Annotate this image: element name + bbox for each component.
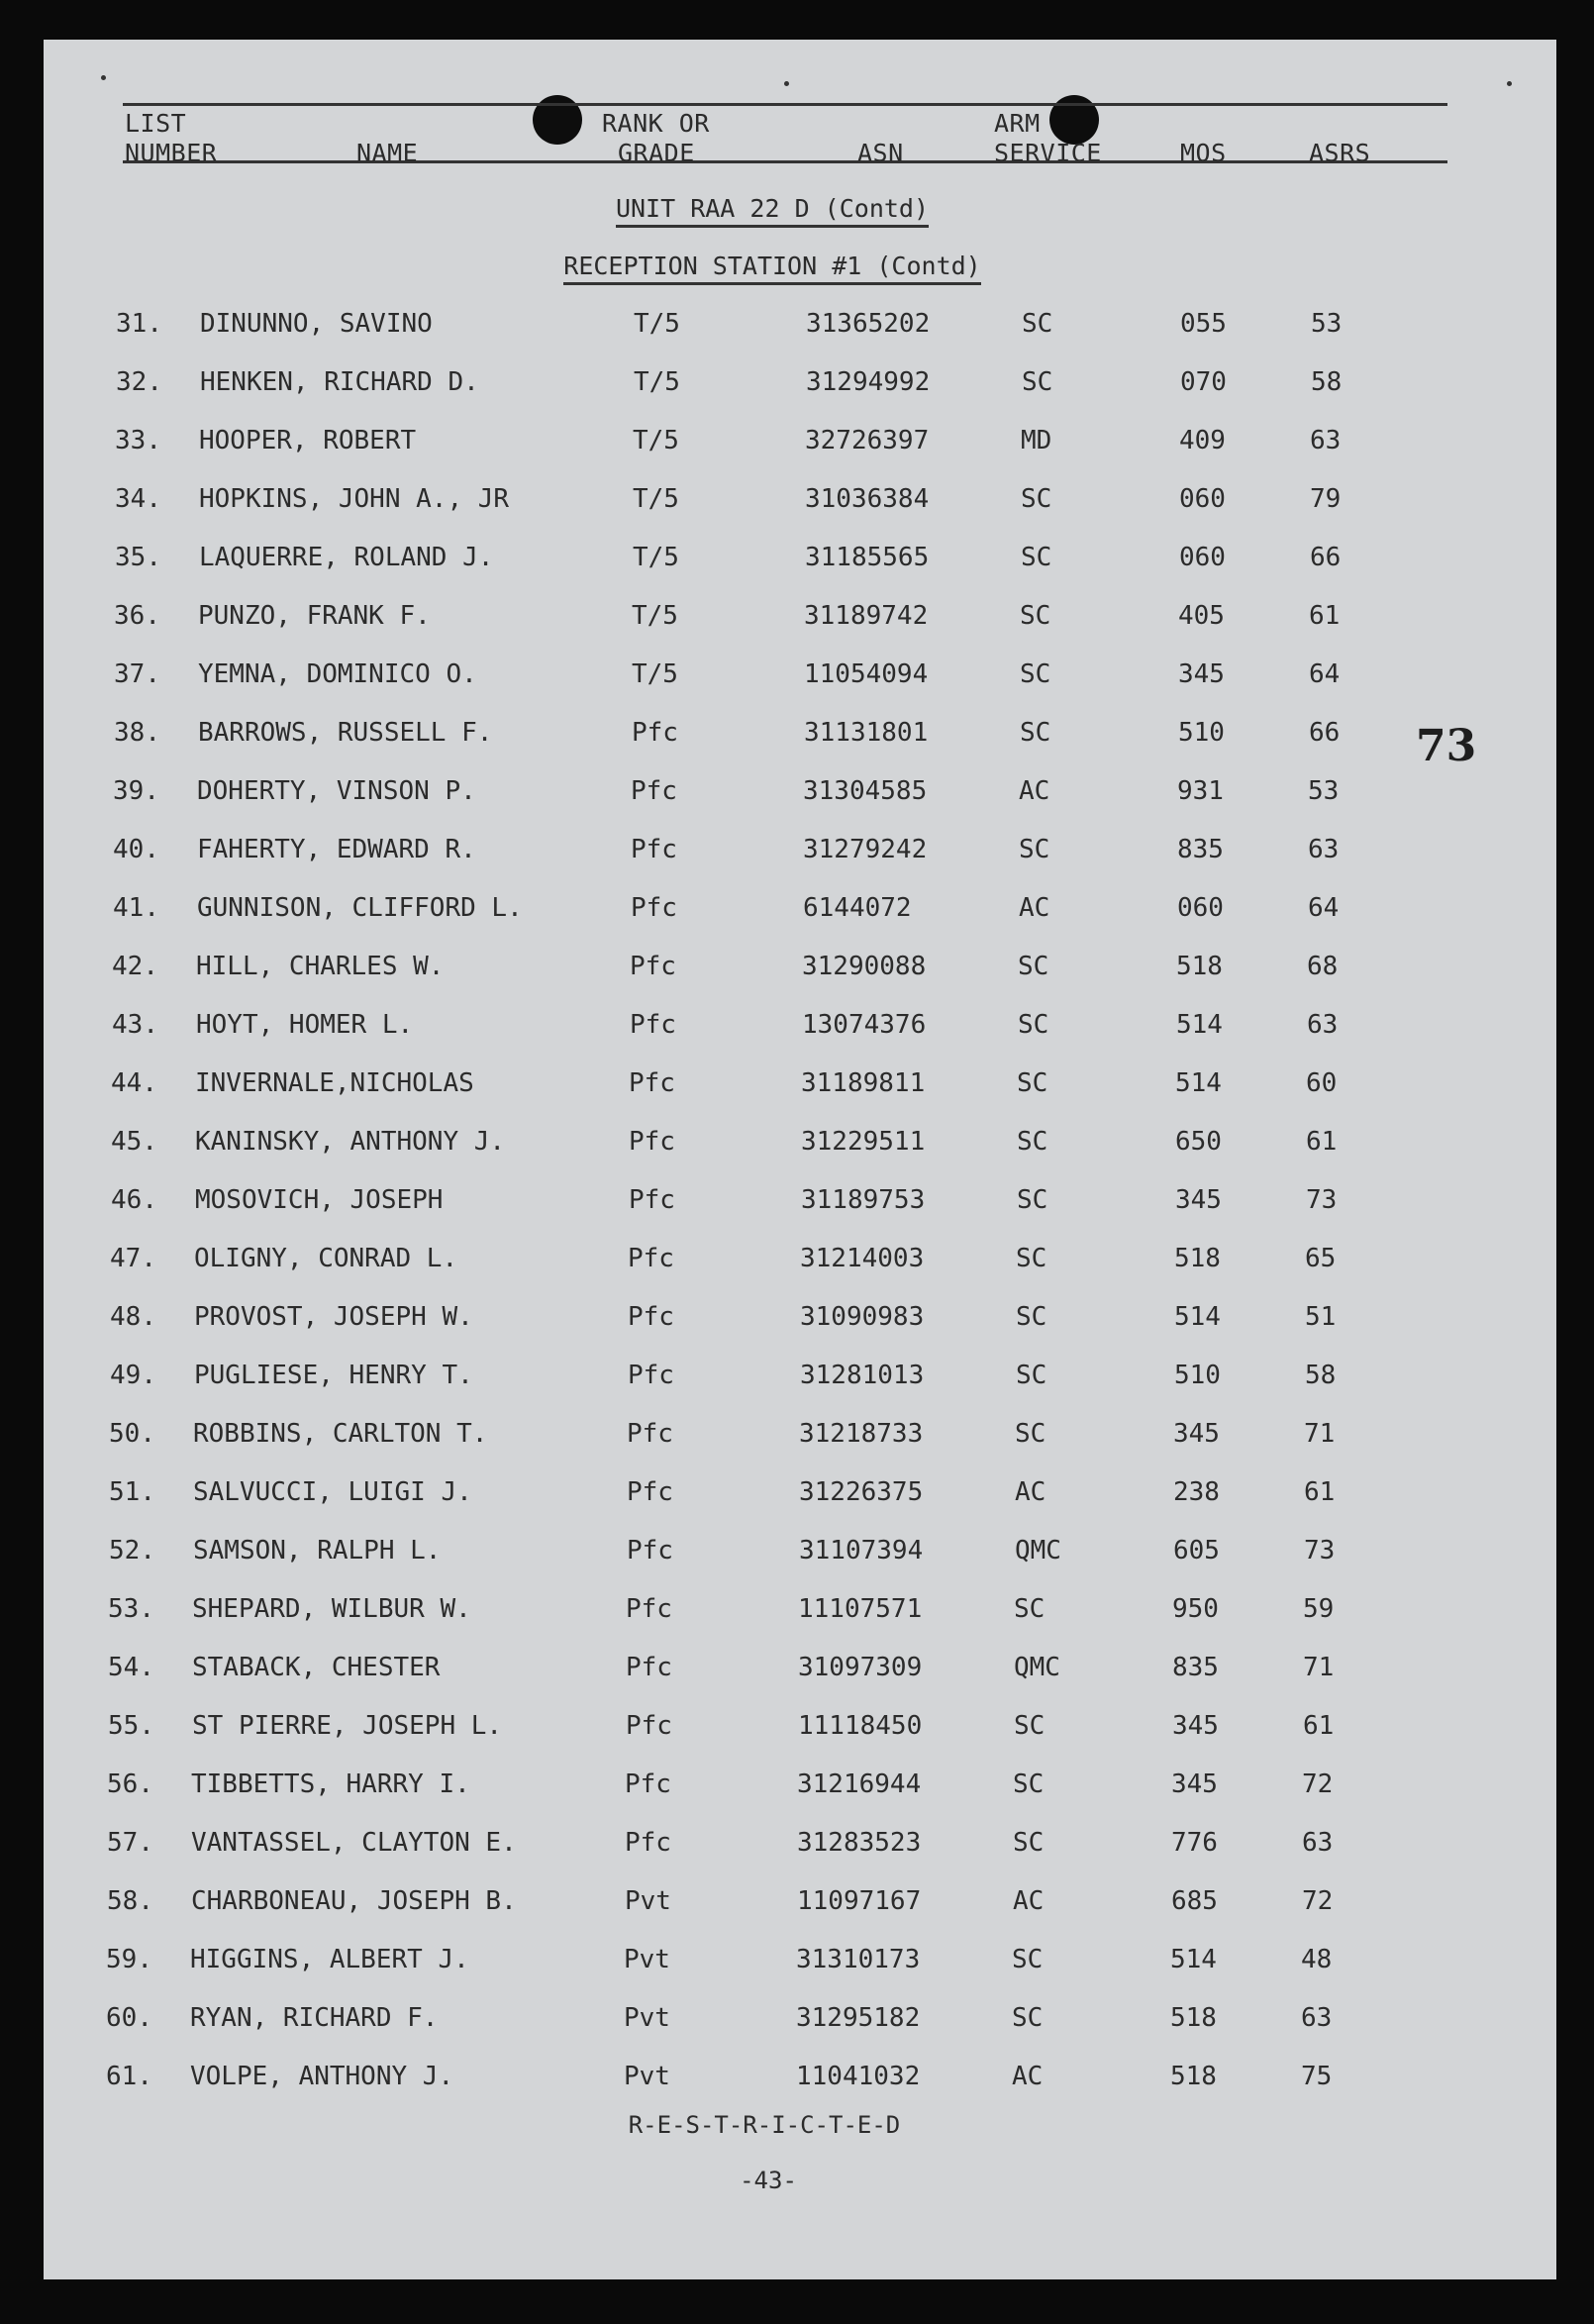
table-row <box>34 2062 1546 2101</box>
row-list-number: 33. <box>115 426 161 455</box>
row-service: SC <box>1021 484 1052 514</box>
row-list-number: 56. <box>107 1769 153 1799</box>
row-mos: 238 <box>1173 1477 1220 1507</box>
header-name: NAME <box>356 139 419 167</box>
row-name: DINUNNO, SAVINO <box>200 309 433 339</box>
row-mos: 409 <box>1179 426 1226 455</box>
row-rank: Pfc <box>626 1594 672 1624</box>
row-mos: 605 <box>1173 1536 1220 1566</box>
margin-page-number: 73 <box>1416 721 1477 771</box>
table-row <box>42 659 1554 699</box>
row-asrs: 60 <box>1306 1068 1338 1098</box>
row-asrs: 53 <box>1311 309 1343 339</box>
row-asrs: 72 <box>1302 1886 1334 1916</box>
row-asrs: 72 <box>1302 1769 1334 1799</box>
row-rank: Pfc <box>629 1185 675 1215</box>
row-list-number: 51. <box>109 1477 155 1507</box>
row-name: HOOPER, ROBERT <box>199 426 417 455</box>
row-asn: 31294992 <box>806 367 931 397</box>
table-row <box>43 543 1555 582</box>
table-row <box>34 2003 1546 2043</box>
row-asn: 31107394 <box>799 1536 924 1566</box>
row-rank: T/5 <box>633 484 679 514</box>
header-list-number: LIST NUMBER <box>125 109 218 167</box>
row-name: SALVUCCI, LUIGI J. <box>193 1477 472 1507</box>
table-row <box>37 1477 1549 1517</box>
row-asn: 31310173 <box>796 1945 921 1974</box>
row-list-number: 43. <box>112 1010 158 1040</box>
row-service: SC <box>1017 1068 1048 1098</box>
table-row <box>39 1068 1551 1108</box>
row-service: QMC <box>1015 1536 1061 1566</box>
row-list-number: 40. <box>113 835 159 864</box>
row-mos: 514 <box>1170 1945 1217 1974</box>
header-bottom-rule <box>123 160 1447 163</box>
header-asn: ASN <box>857 139 904 167</box>
row-asn: 31189753 <box>801 1185 926 1215</box>
row-rank: Pfc <box>630 1010 676 1040</box>
table-row <box>39 1185 1551 1225</box>
row-asrs: 75 <box>1301 2062 1333 2091</box>
row-asrs: 73 <box>1306 1185 1338 1215</box>
row-name: PUGLIESE, HENRY T. <box>194 1361 473 1390</box>
row-list-number: 32. <box>116 367 162 397</box>
row-rank: T/5 <box>633 543 679 572</box>
row-mos: 518 <box>1176 952 1223 981</box>
row-list-number: 49. <box>110 1361 156 1390</box>
table-row <box>37 1419 1549 1459</box>
row-service: SC <box>1018 1010 1049 1040</box>
row-mos: 950 <box>1172 1594 1219 1624</box>
table-row <box>38 1302 1550 1342</box>
row-name: STABACK, CHESTER <box>192 1653 441 1682</box>
header-mos: MOS <box>1180 139 1227 167</box>
row-service: SC <box>1017 1185 1048 1215</box>
row-mos: 060 <box>1179 484 1226 514</box>
row-mos: 514 <box>1175 1068 1222 1098</box>
row-service: SC <box>1014 1594 1046 1624</box>
row-service: AC <box>1019 776 1050 806</box>
row-name: HOPKINS, JOHN A., JR <box>199 484 510 514</box>
row-asrs: 64 <box>1309 659 1341 689</box>
row-service: SC <box>1020 659 1051 689</box>
row-service: SC <box>1022 367 1053 397</box>
header-rank-grade: RANK OR GRADE <box>602 109 710 167</box>
row-asn: 31185565 <box>805 543 930 572</box>
table-row <box>38 1361 1550 1400</box>
row-rank: Pfc <box>630 952 676 981</box>
row-asn: 31304585 <box>803 776 928 806</box>
row-name: PROVOST, JOSEPH W. <box>194 1302 473 1332</box>
header-asrs: ASRS <box>1309 139 1371 167</box>
row-name: CHARBONEAU, JOSEPH B. <box>191 1886 517 1916</box>
row-list-number: 44. <box>111 1068 157 1098</box>
row-list-number: 38. <box>114 718 160 748</box>
row-rank: T/5 <box>634 309 680 339</box>
row-asn: 31283523 <box>797 1828 922 1858</box>
row-asn: 31189742 <box>804 601 929 631</box>
row-rank: Pvt <box>624 1945 670 1974</box>
row-asn: 31214003 <box>800 1244 925 1273</box>
row-name: PUNZO, FRANK F. <box>198 601 431 631</box>
row-mos: 345 <box>1171 1769 1218 1799</box>
table-row <box>35 1886 1547 1926</box>
speck <box>101 75 106 80</box>
row-name: DOHERTY, VINSON P. <box>197 776 476 806</box>
row-name: KANINSKY, ANTHONY J. <box>195 1127 506 1157</box>
row-list-number: 41. <box>113 893 159 923</box>
row-name: VOLPE, ANTHONY J. <box>190 2062 454 2091</box>
row-mos: 518 <box>1170 2062 1217 2091</box>
row-name: ROBBINS, CARLTON T. <box>193 1419 488 1449</box>
row-rank: T/5 <box>632 601 678 631</box>
row-mos: 931 <box>1177 776 1224 806</box>
header-top-rule <box>123 103 1447 106</box>
row-asrs: 63 <box>1301 2003 1333 2033</box>
table-row <box>40 952 1552 991</box>
table-row <box>44 309 1556 349</box>
row-rank: Pfc <box>631 776 677 806</box>
row-mos: 405 <box>1178 601 1225 631</box>
row-mos: 070 <box>1180 367 1227 397</box>
row-rank: Pvt <box>625 1886 671 1916</box>
row-list-number: 52. <box>109 1536 155 1566</box>
row-service: SC <box>1016 1361 1047 1390</box>
row-name: BARROWS, RUSSELL F. <box>198 718 493 748</box>
row-mos: 514 <box>1174 1302 1221 1332</box>
row-service: SC <box>1012 1945 1044 1974</box>
row-name: INVERNALE,NICHOLAS <box>195 1068 474 1098</box>
row-service: QMC <box>1014 1653 1060 1682</box>
row-mos: 060 <box>1177 893 1224 923</box>
row-asn: 11107571 <box>798 1594 923 1624</box>
row-asrs: 61 <box>1309 601 1341 631</box>
row-asrs: 63 <box>1307 1010 1339 1040</box>
row-name: HOYT, HOMER L. <box>196 1010 414 1040</box>
row-rank: Pfc <box>629 1127 675 1157</box>
row-mos: 650 <box>1175 1127 1222 1157</box>
row-asrs: 63 <box>1302 1828 1334 1858</box>
row-list-number: 37. <box>114 659 160 689</box>
row-mos: 345 <box>1175 1185 1222 1215</box>
row-asrs: 79 <box>1310 484 1342 514</box>
row-service: AC <box>1015 1477 1046 1507</box>
row-name: ST PIERRE, JOSEPH L. <box>192 1711 503 1741</box>
row-mos: 685 <box>1171 1886 1218 1916</box>
table-row <box>41 893 1553 933</box>
station-title: RECEPTION STATION #1 (Contd) <box>16 252 1529 280</box>
row-asrs: 65 <box>1305 1244 1337 1273</box>
row-asrs: 73 <box>1304 1536 1336 1566</box>
row-asn: 31290088 <box>802 952 927 981</box>
row-list-number: 47. <box>110 1244 156 1273</box>
table-row <box>42 601 1554 641</box>
row-list-number: 48. <box>110 1302 156 1332</box>
row-asrs: 53 <box>1308 776 1340 806</box>
row-list-number: 59. <box>106 1945 152 1974</box>
row-asn: 11054094 <box>804 659 929 689</box>
row-service: SC <box>1017 1127 1048 1157</box>
table-row <box>36 1653 1548 1692</box>
row-rank: Pfc <box>631 893 677 923</box>
row-name: SHEPARD, WILBUR W. <box>192 1594 471 1624</box>
row-name: RYAN, RICHARD F. <box>190 2003 439 2033</box>
row-asn: 11041032 <box>796 2062 921 2091</box>
row-name: LAQUERRE, ROLAND J. <box>199 543 494 572</box>
row-rank: T/5 <box>633 426 679 455</box>
row-asn: 31131801 <box>804 718 929 748</box>
row-asrs: 48 <box>1301 1945 1333 1974</box>
row-service: SC <box>1019 835 1050 864</box>
table-row <box>34 1945 1546 1984</box>
row-asn: 32726397 <box>805 426 930 455</box>
row-mos: 510 <box>1178 718 1225 748</box>
row-service: SC <box>1012 2003 1044 2033</box>
row-asn: 31036384 <box>805 484 930 514</box>
row-mos: 835 <box>1172 1653 1219 1682</box>
row-asn: 31279242 <box>803 835 928 864</box>
row-rank: T/5 <box>632 659 678 689</box>
row-rank: Pvt <box>624 2062 670 2091</box>
table-row <box>43 426 1555 465</box>
table-row <box>39 1127 1551 1166</box>
row-rank: Pfc <box>627 1536 673 1566</box>
row-name: MOSOVICH, JOSEPH <box>195 1185 444 1215</box>
row-name: OLIGNY, CONRAD L. <box>194 1244 458 1273</box>
row-service: SC <box>1016 1302 1047 1332</box>
table-row <box>41 776 1553 816</box>
classification-footer: R-E-S-T-R-I-C-T-E-D <box>628 2111 901 2139</box>
row-service: SC <box>1014 1711 1046 1741</box>
table-row <box>41 835 1553 874</box>
table-row <box>37 1536 1549 1575</box>
row-name: HIGGINS, ALBERT J. <box>190 1945 469 1974</box>
row-name: HENKEN, RICHARD D. <box>200 367 479 397</box>
row-rank: Pfc <box>629 1068 675 1098</box>
row-asn: 11097167 <box>797 1886 922 1916</box>
row-service: SC <box>1013 1769 1045 1799</box>
row-list-number: 61. <box>106 2062 152 2091</box>
row-asn: 31295182 <box>796 2003 921 2033</box>
table-row <box>40 1010 1552 1050</box>
row-name: SAMSON, RALPH L. <box>193 1536 442 1566</box>
table-row <box>42 718 1554 758</box>
row-rank: Pfc <box>628 1302 674 1332</box>
row-list-number: 36. <box>114 601 160 631</box>
row-list-number: 35. <box>115 543 161 572</box>
row-list-number: 34. <box>115 484 161 514</box>
row-asrs: 71 <box>1304 1419 1336 1449</box>
row-service: SC <box>1013 1828 1045 1858</box>
table-row <box>35 1769 1547 1809</box>
row-rank: Pfc <box>627 1477 673 1507</box>
row-list-number: 39. <box>113 776 159 806</box>
header-arm-service: ARM SERVICE <box>994 109 1102 167</box>
row-mos: 060 <box>1179 543 1226 572</box>
row-rank: Pfc <box>625 1828 671 1858</box>
row-asrs: 64 <box>1308 893 1340 923</box>
row-list-number: 60. <box>106 2003 152 2033</box>
row-service: SC <box>1022 309 1053 339</box>
row-rank: Pfc <box>627 1419 673 1449</box>
page-number: -43- <box>740 2167 797 2194</box>
row-name: VANTASSEL, CLAYTON E. <box>191 1828 517 1858</box>
row-mos: 514 <box>1176 1010 1223 1040</box>
row-service: SC <box>1021 543 1052 572</box>
row-service: SC <box>1020 718 1051 748</box>
row-rank: Pfc <box>628 1361 674 1390</box>
row-name: TIBBETTS, HARRY I. <box>191 1769 470 1799</box>
unit-title: UNIT RAA 22 D (Contd) <box>16 194 1529 223</box>
row-mos: 835 <box>1177 835 1224 864</box>
row-service: SC <box>1018 952 1049 981</box>
row-asrs: 66 <box>1310 543 1342 572</box>
row-asn: 31281013 <box>800 1361 925 1390</box>
row-name: GUNNISON, CLIFFORD L. <box>197 893 523 923</box>
row-rank: Pfc <box>626 1711 672 1741</box>
row-mos: 345 <box>1173 1419 1220 1449</box>
row-service: AC <box>1012 2062 1044 2091</box>
row-asrs: 61 <box>1303 1711 1335 1741</box>
speck <box>784 81 789 86</box>
row-asn: 31097309 <box>798 1653 923 1682</box>
row-list-number: 42. <box>112 952 158 981</box>
row-asrs: 71 <box>1303 1653 1335 1682</box>
row-service: AC <box>1013 1886 1045 1916</box>
row-rank: Pfc <box>628 1244 674 1273</box>
row-asn: 31365202 <box>806 309 931 339</box>
row-asrs: 51 <box>1305 1302 1337 1332</box>
table-row <box>36 1594 1548 1634</box>
row-asn: 31189811 <box>801 1068 926 1098</box>
row-rank: Pfc <box>626 1653 672 1682</box>
row-list-number: 53. <box>108 1594 154 1624</box>
table-row <box>36 1711 1548 1751</box>
row-asrs: 61 <box>1304 1477 1336 1507</box>
row-asrs: 61 <box>1306 1127 1338 1157</box>
row-list-number: 46. <box>111 1185 157 1215</box>
row-service: SC <box>1015 1419 1046 1449</box>
row-name: YEMNA, DOMINICO O. <box>198 659 477 689</box>
row-asrs: 66 <box>1309 718 1341 748</box>
row-asrs: 63 <box>1310 426 1342 455</box>
row-asn: 6144072 <box>803 893 912 923</box>
row-name: HILL, CHARLES W. <box>196 952 445 981</box>
row-mos: 345 <box>1172 1711 1219 1741</box>
row-rank: Pfc <box>625 1769 671 1799</box>
table-row <box>44 367 1556 407</box>
row-asn: 31216944 <box>797 1769 922 1799</box>
row-asn: 11118450 <box>798 1711 923 1741</box>
table-row <box>38 1244 1550 1283</box>
row-asrs: 68 <box>1307 952 1339 981</box>
row-list-number: 31. <box>116 309 162 339</box>
row-list-number: 57. <box>107 1828 153 1858</box>
row-mos: 518 <box>1170 2003 1217 2033</box>
row-list-number: 55. <box>108 1711 154 1741</box>
row-service: AC <box>1019 893 1050 923</box>
row-list-number: 45. <box>111 1127 157 1157</box>
row-asrs: 58 <box>1311 367 1343 397</box>
table-row <box>35 1828 1547 1868</box>
row-asn: 31229511 <box>801 1127 926 1157</box>
row-mos: 776 <box>1171 1828 1218 1858</box>
row-name: FAHERTY, EDWARD R. <box>197 835 476 864</box>
row-rank: T/5 <box>634 367 680 397</box>
row-service: SC <box>1020 601 1051 631</box>
row-asn: 31226375 <box>799 1477 924 1507</box>
row-service: MD <box>1021 426 1052 455</box>
row-asn: 31218733 <box>799 1419 924 1449</box>
row-list-number: 50. <box>109 1419 155 1449</box>
row-asrs: 63 <box>1308 835 1340 864</box>
row-asrs: 59 <box>1303 1594 1335 1624</box>
row-mos: 055 <box>1180 309 1227 339</box>
speck <box>1507 81 1512 86</box>
row-mos: 345 <box>1178 659 1225 689</box>
row-mos: 518 <box>1174 1244 1221 1273</box>
row-rank: Pvt <box>624 2003 670 2033</box>
table-row <box>43 484 1555 524</box>
row-asn: 31090983 <box>800 1302 925 1332</box>
row-list-number: 54. <box>108 1653 154 1682</box>
row-service: SC <box>1016 1244 1047 1273</box>
row-rank: Pfc <box>631 835 677 864</box>
row-asrs: 58 <box>1305 1361 1337 1390</box>
row-list-number: 58. <box>107 1886 153 1916</box>
row-rank: Pfc <box>632 718 678 748</box>
document-page <box>44 40 1556 2279</box>
row-asn: 13074376 <box>802 1010 927 1040</box>
row-mos: 510 <box>1174 1361 1221 1390</box>
